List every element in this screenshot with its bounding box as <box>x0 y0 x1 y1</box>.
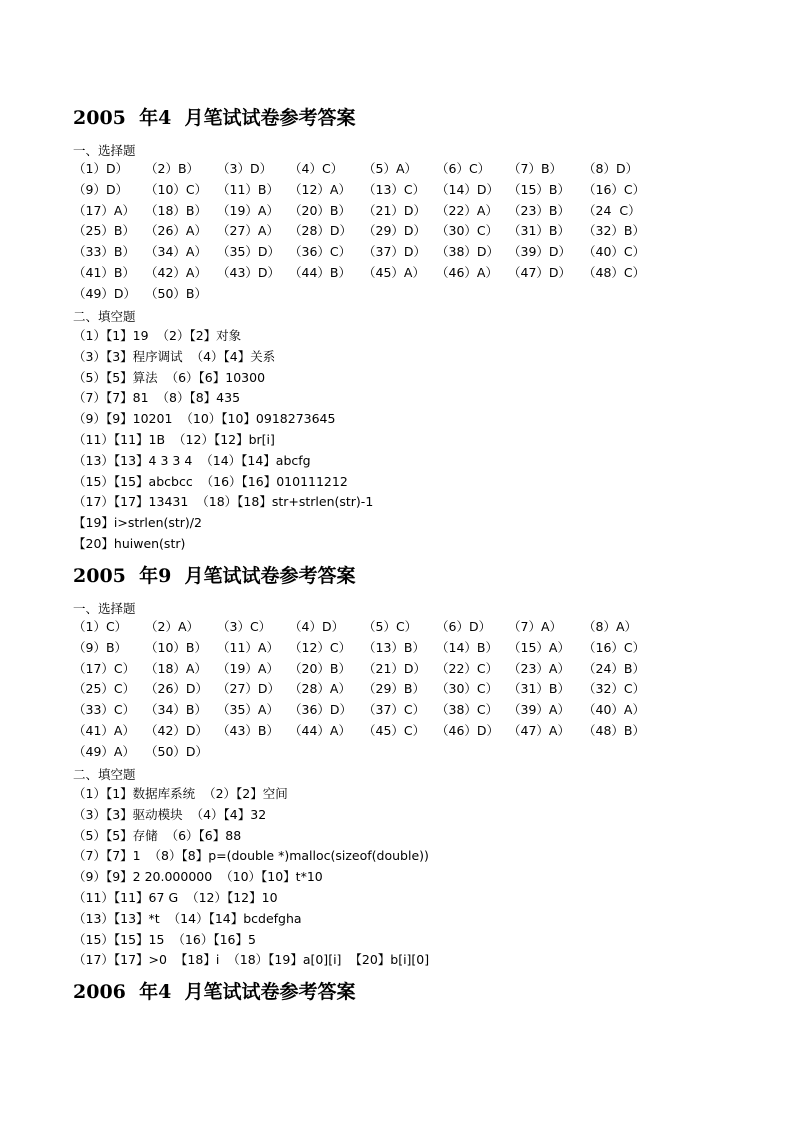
mc-answer: （40）C） <box>583 244 646 260</box>
mc-answer: （23）A） <box>508 660 570 676</box>
mc-answer: （13）C） <box>363 181 426 197</box>
mc-answer: （17）C） <box>73 660 136 676</box>
mc-answer: （45）C） <box>363 723 426 738</box>
mc-answer: （36）D） <box>289 702 353 718</box>
fill-answer-line: （5）【5】存储 （6）【6】88 <box>73 827 242 843</box>
section-title-2005-april: 2005 年4 月笔试试卷参考答案 <box>73 107 356 129</box>
mc-answer: （27）A） <box>217 223 279 239</box>
mc-answer: （46）D） <box>436 723 500 738</box>
fill-answer-line: （11）【11】1B （12）【12】br[i] <box>73 432 275 447</box>
mc-answer: （47）D） <box>508 265 572 280</box>
mc-answer: （33）C） <box>73 702 136 718</box>
fill-answer-line: （13）【13】4 3 3 4 （14）【14】abcfg <box>73 452 311 468</box>
mc-answer: （50）B） <box>145 285 207 301</box>
mc-answer: （8）A） <box>583 619 638 634</box>
mc-answer: （45）A） <box>363 265 425 280</box>
mc-answer: （24 C） <box>583 202 641 218</box>
mc-answer: （28）A） <box>289 681 351 697</box>
mc-answer: （9）D） <box>73 181 129 197</box>
mc-answer: （20）B） <box>289 202 351 218</box>
mc-answer: （20）B） <box>289 660 351 676</box>
mc-answer: （48）C） <box>583 265 646 280</box>
fill-answer-line: （1）【1】数据库系统 （2）【2】空间 <box>73 786 288 801</box>
mc-answer: （24）B） <box>583 660 645 676</box>
fill-heading: 二、填空题 <box>73 309 136 324</box>
fill-answer-line: （17）【17】>0 【18】i （18）【19】a[0][i] 【20】b[i][0] <box>73 952 430 968</box>
mc-answer: （21）D） <box>363 660 427 676</box>
mc-answer: （49）A） <box>73 743 135 759</box>
mc-answer: （30）C） <box>436 681 499 697</box>
mc-answer: （14）B） <box>436 639 498 655</box>
mc-answer: （7）A） <box>508 619 563 634</box>
mc-heading: 一、选择题 <box>73 143 136 158</box>
section-title-2006-april: 2006 年4 月笔试试卷参考答案 <box>73 981 356 1003</box>
mc-answer: （38）C） <box>436 702 499 718</box>
mc-answer: （6）D） <box>436 619 492 634</box>
mc-answer: （13）B） <box>363 639 425 655</box>
mc-answer: （16）C） <box>583 639 646 655</box>
mc-answer: （22）A） <box>436 202 498 218</box>
mc-answer: （23）B） <box>508 202 570 218</box>
mc-answer: （17）A） <box>73 202 135 218</box>
mc-answer: （3）D） <box>217 161 273 176</box>
mc-answer: （5）C） <box>363 619 418 634</box>
mc-answer: （31）B） <box>508 223 570 239</box>
mc-answer: （6）C） <box>436 161 491 176</box>
mc-answer: （31）B） <box>508 681 570 697</box>
mc-answer: （21）D） <box>363 202 427 218</box>
mc-answer: （18）A） <box>145 660 207 676</box>
fill-answer-line: （7）【7】81 （8）【8】435 <box>73 390 241 406</box>
mc-answer: （37）C） <box>363 702 426 718</box>
mc-answer: （44）A） <box>289 723 351 738</box>
mc-answer: （48）B） <box>583 723 645 738</box>
fill-answer-line: （15）【15】abcbcc （16）【16】010111212 <box>73 473 348 489</box>
mc-answer: （40）A） <box>583 702 645 718</box>
mc-answer: （34）A） <box>145 244 207 260</box>
mc-answer: （35）A） <box>217 702 279 718</box>
mc-answer: （43）D） <box>217 265 281 280</box>
section-title-2005-september: 2005 年9 月笔试试卷参考答案 <box>73 565 356 587</box>
mc-answer: （39）A） <box>508 702 570 718</box>
mc-answer: （33）B） <box>73 244 135 260</box>
mc-answer: （41）B） <box>73 265 135 280</box>
mc-answer: （47）A） <box>508 723 570 738</box>
mc-answer: （29）D） <box>363 223 427 239</box>
mc-answer: （29）B） <box>363 681 425 697</box>
mc-answer: （36）C） <box>289 244 352 260</box>
mc-answer: （37）D） <box>363 244 427 260</box>
fill-answer-line: （5）【5】算法 （6）【6】10300 <box>73 369 266 385</box>
mc-answer: （19）A） <box>217 660 279 676</box>
mc-answer: （28）D） <box>289 223 353 239</box>
mc-answer: （15）A） <box>508 639 570 655</box>
fill-answer-line: （3）【3】驱动模块 （4）【4】32 <box>73 806 267 822</box>
mc-answer: （46）A） <box>436 265 498 280</box>
mc-answer: （10）B） <box>145 639 207 655</box>
mc-answer: （42）A） <box>145 265 207 280</box>
mc-answer: （32）B） <box>583 223 645 239</box>
mc-answer: （2）B） <box>145 161 200 176</box>
mc-answer: （32）C） <box>583 681 646 697</box>
mc-answer: （11）B） <box>217 181 279 197</box>
mc-answer: （1）C） <box>73 619 128 634</box>
mc-answer: （49）D） <box>73 285 137 301</box>
fill-answer-line: 【19】i>strlen(str)/2 <box>73 515 202 531</box>
mc-answer: （4）D） <box>289 619 345 634</box>
fill-heading: 二、填空题 <box>73 767 136 782</box>
fill-answer-line: （11）【11】67 G （12）【12】10 <box>73 890 278 905</box>
mc-answer: （25）B） <box>73 223 135 239</box>
mc-answer: （16）C） <box>583 181 646 197</box>
fill-answer-line: （9）【9】2 20.000000 （10）【10】t*10 <box>73 869 323 885</box>
mc-answer: （15）B） <box>508 181 570 197</box>
mc-answer: （14）D） <box>436 181 500 197</box>
mc-answer: （27）D） <box>217 681 281 697</box>
mc-answer: （18）B） <box>145 202 207 218</box>
mc-answer: （38）D） <box>436 244 500 260</box>
mc-answer: （25）C） <box>73 681 136 697</box>
mc-answer: （39）D） <box>508 244 572 260</box>
mc-answer: （26）D） <box>145 681 209 697</box>
mc-answer: （12）A） <box>289 181 351 197</box>
mc-answer: （4）C） <box>289 161 344 176</box>
mc-answer: （44）B） <box>289 265 351 280</box>
mc-answer: （34）B） <box>145 702 207 718</box>
fill-answer-line: （9）【9】10201 （10）【10】0918273645 <box>73 411 336 427</box>
mc-answer: （8）D） <box>583 161 639 176</box>
mc-answer: （3）C） <box>217 619 272 634</box>
fill-answer-line: （15）【15】15 （16）【16】5 <box>73 931 256 947</box>
mc-answer: （7）B） <box>508 161 563 176</box>
fill-answer-line: （17）【17】13431 （18）【18】str+strlen(str)-1 <box>73 494 374 510</box>
mc-answer: （10）C） <box>145 181 208 197</box>
mc-answer: （43）B） <box>217 723 279 738</box>
mc-answer: （22）C） <box>436 660 499 676</box>
mc-heading: 一、选择题 <box>73 601 136 616</box>
mc-answer: （11）A） <box>217 639 279 655</box>
mc-answer: （30）C） <box>436 223 499 239</box>
mc-answer: （1）D） <box>73 161 129 176</box>
mc-answer: （5）A） <box>363 161 418 176</box>
mc-answer: （2）A） <box>145 619 200 634</box>
mc-answer: （12）C） <box>289 639 352 655</box>
fill-answer-line: （13）【13】*t （14）【14】bcdefgha <box>73 910 302 926</box>
fill-answer-line: （1）【1】19 （2）【2】对象 <box>73 328 242 343</box>
mc-answer: （26）A） <box>145 223 207 239</box>
fill-answer-line: 【20】huiwen(str) <box>73 536 186 551</box>
mc-answer: （9）B） <box>73 639 128 655</box>
mc-answer: （42）D） <box>145 723 209 738</box>
fill-answer-line: （3）【3】程序调试 （4）【4】关系 <box>73 348 276 364</box>
mc-answer: （50）D） <box>145 743 209 759</box>
mc-answer: （35）D） <box>217 244 281 260</box>
mc-answer: （41）A） <box>73 723 135 738</box>
mc-answer: （19）A） <box>217 202 279 218</box>
fill-answer-line: （7）【7】1 （8）【8】p=(double *)malloc(sizeof(double)) <box>73 848 429 864</box>
